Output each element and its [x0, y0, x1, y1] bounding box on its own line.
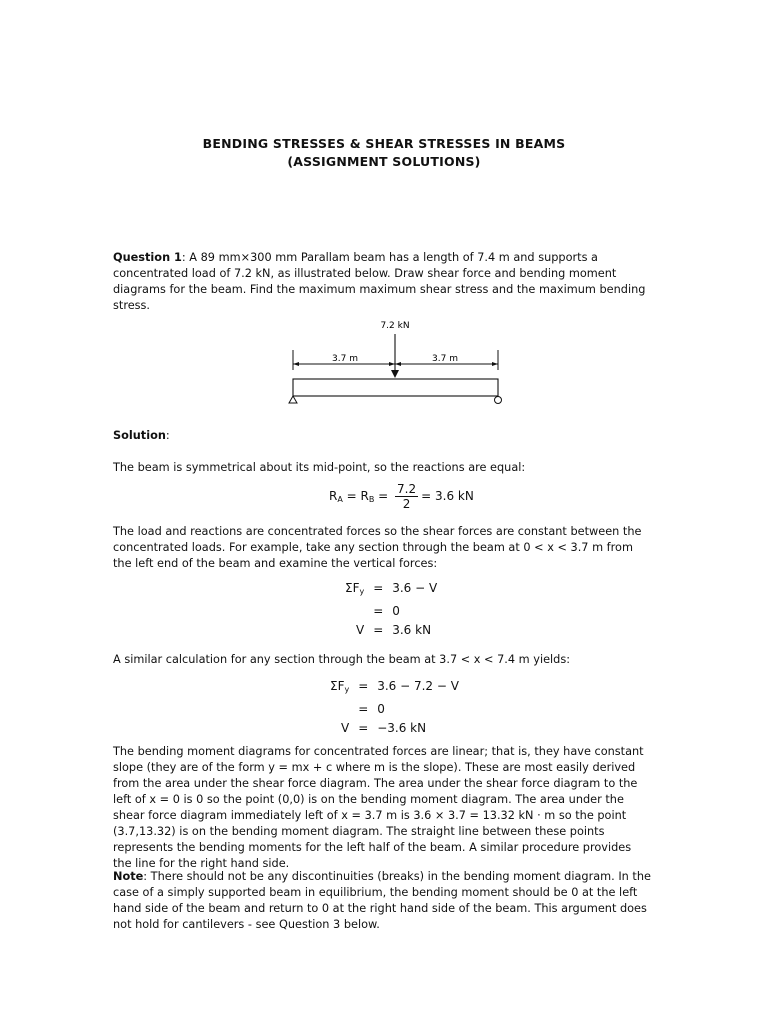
sys1-row-0-lhs-sub: y	[359, 587, 365, 596]
question-1-paragraph	[113, 250, 653, 314]
roller-support-right	[495, 397, 502, 404]
sys2-row-1-equals: =	[358, 701, 369, 716]
eq-denominator: 2	[402, 497, 411, 511]
solution-paragraph-3: A similar calculation for any section through the beam at 3.7 < x < 7.4 m yields:	[113, 653, 571, 666]
dim-arrow-right-a	[395, 362, 401, 366]
eq-fraction	[395, 482, 418, 511]
beam	[293, 379, 498, 396]
sys2-row-0-rhs: 3.6 − 7.2 − V	[377, 679, 459, 693]
eq-r-a: R	[329, 489, 338, 503]
title-line-1: BENDING STRESSES & SHEAR STRESSES IN BEAMS	[202, 136, 566, 151]
sys1-row-0-lhs	[345, 579, 364, 602]
sys1-row-0-equals: =	[373, 581, 384, 595]
title-line-2: (ASSIGNMENT SOLUTIONS)	[287, 154, 481, 169]
sys2-row-0-lhs-sub: y	[344, 685, 350, 694]
right-span-label: 3.7 m	[432, 354, 458, 364]
eq-equals-1: =	[342, 489, 361, 503]
pin-support-left	[289, 396, 297, 403]
sys1-row-0-rhs: 3.6 − V	[392, 581, 438, 595]
sys1-row-2-lhs-main: V	[356, 623, 365, 637]
load-arrow-head	[391, 370, 399, 378]
sys2-row-2-equals: =	[358, 721, 369, 735]
sys2-row-2-rhs: −3.6 kN	[377, 721, 427, 735]
sys2-row-0-equals: =	[358, 679, 369, 693]
solution-colon: :	[165, 429, 170, 442]
sys2-row-1-rhs: 0	[377, 701, 385, 716]
question-1-label: Question 1	[113, 251, 182, 264]
sys1-row-2-equals: =	[373, 623, 384, 637]
beam-diagram	[280, 314, 510, 410]
left-span-label: 3.7 m	[332, 354, 358, 364]
sys1-row-1-rhs: 0	[392, 603, 400, 618]
sys2-row-1-lhs	[330, 700, 349, 720]
dim-arrow-right-b	[492, 362, 498, 366]
eq-equals-2: =	[374, 489, 393, 503]
sys2-row-0-lhs-main: ΣF	[330, 679, 345, 693]
sys2-row-2-lhs-main: V	[341, 721, 350, 735]
solution-label: Solution	[113, 429, 166, 442]
load-label: 7.2 kN	[380, 321, 410, 331]
solution-paragraph-1: The beam is symmetrical about its mid-point, so the reactions are equal:	[113, 461, 526, 474]
eq-sub-a: A	[337, 495, 343, 504]
eq-r-b: R	[360, 489, 369, 503]
dim-arrow-left-b	[389, 362, 395, 366]
sys2-row-2-lhs	[330, 719, 349, 739]
sys1-row-1-equals: =	[373, 603, 384, 618]
note-text: : There should not be any discontinuities (breaks) in the bending moment diagram. In the case of a simply supported beam in equilibrium, the bending moment should be 0 at the left hand side of the beam and return to 0 at the right hand side of the beam. This argument does not hold for cantilevers - see Question 3 below.	[113, 870, 651, 931]
equation-system-2	[330, 677, 459, 739]
equation-system-1	[345, 579, 437, 641]
sys1-row-2-rhs: 3.6 kN	[392, 623, 432, 637]
dim-arrow-left-a	[293, 362, 299, 366]
question-1-text: : A 89 mm×300 mm Parallam beam has a length of 7.4 m and supports a concentrated load of 7.2 kN, as illustrated below. Draw shear force and bending moment diagrams for the beam. Find the maximum maximum shear stress and the maximum bending stress.	[113, 251, 646, 312]
sys1-row-1-lhs	[345, 602, 364, 622]
sys1-row-2-lhs	[345, 621, 364, 641]
eq-result: = 3.6 kN	[421, 489, 474, 503]
solution-paragraph-2: The load and reactions are concentrated forces so the shear forces are constant between the concentrated loads. For example, take any section through the beam at 0 < x < 3.7 m from the left end of the beam and examine the vertical forces:	[113, 525, 642, 570]
eq-numerator: 7.2	[397, 482, 417, 496]
note-label: Note	[113, 870, 144, 883]
solution-heading	[113, 428, 653, 444]
note-paragraph	[113, 869, 653, 933]
sys2-row-0-lhs	[330, 677, 349, 700]
solution-paragraph-4: The bending moment diagrams for concentrated forces are linear; that is, they have constant slope (they are of the form y = mx + c where m is the slope). These are most easily derived from the area under the shear force diagram. The area under the shear force diagram to the left of x = 0 is 0 so the point (0,0) is on the bending moment diagram. The area under the shear force diagram immediately left of x = 3.7 m is 3.6 × 3.7 = 13.32 kN · m so the point (3.7,13.32) is on the bending moment diagram. The straight line between these points represents the bending moments for the left half of the beam. A similar procedure provides the line for the right hand side.	[113, 745, 644, 870]
reactions-equation	[329, 482, 474, 511]
eq-sub-b: B	[368, 495, 375, 504]
sys1-row-0-lhs-main: ΣF	[345, 581, 360, 595]
